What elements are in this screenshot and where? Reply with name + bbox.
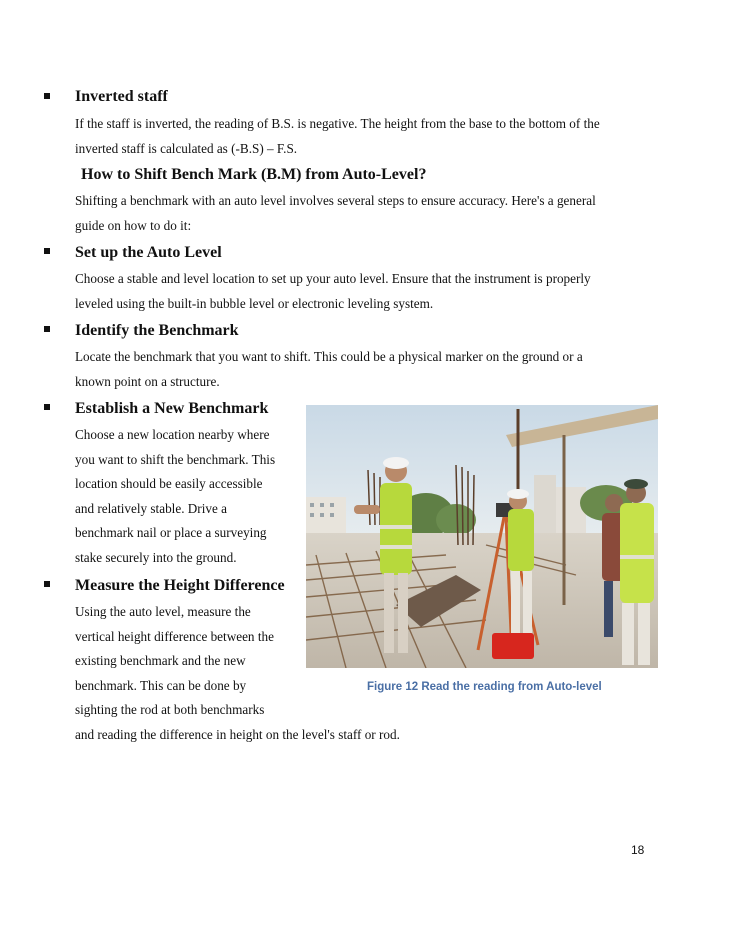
text-line: leveled using the built-in bubble level or electronic leveling system. bbox=[75, 295, 434, 311]
text-line: inverted staff is calculated as (-B.S) – F.S. bbox=[75, 140, 298, 156]
text-line: Using the auto level, measure the bbox=[75, 604, 251, 619]
heading-inverted-staff: Inverted staff bbox=[75, 88, 168, 105]
figure-caption: Figure 12 Read the reading from Auto-level bbox=[367, 681, 602, 693]
text-line: existing benchmark and the new bbox=[75, 653, 246, 668]
bullet-icon bbox=[44, 248, 50, 254]
page-number: 18 bbox=[631, 843, 645, 857]
text-line: known point on a structure. bbox=[75, 373, 220, 389]
text-line: stake securely into the ground. bbox=[75, 549, 237, 565]
text-line: Choose a stable and level location to set up your auto level. Ensure that the instrument is properly bbox=[75, 271, 591, 286]
heading-how-to-shift: How to Shift Bench Mark (B.M) from Auto-Level? bbox=[81, 166, 427, 183]
text-line: benchmark nail or place a surveying bbox=[75, 525, 267, 540]
text-line: and reading the difference in height on the level's staff or rod. bbox=[75, 726, 400, 742]
text-line: Choose a new location nearby where bbox=[75, 427, 270, 442]
paragraph-inverted-staff bbox=[75, 112, 600, 161]
heading-establish-new-benchmark: Establish a New Benchmark bbox=[75, 400, 269, 417]
paragraph-set-up-auto-level bbox=[75, 267, 591, 316]
text-line: guide on how to do it: bbox=[75, 217, 192, 233]
text-line: Locate the benchmark that you want to shift. This could be a physical marker on the ground or a bbox=[75, 349, 583, 364]
bullet-icon bbox=[44, 404, 50, 410]
text-line: location should be easily accessible bbox=[75, 476, 263, 491]
site-photo bbox=[306, 405, 658, 668]
text-line: and relatively stable. Drive a bbox=[75, 500, 227, 516]
text-line: If the staff is inverted, the reading of B.S. is negative. The height from the base to the bottom of the bbox=[75, 116, 600, 131]
text-line: sighting the rod at both benchmarks bbox=[75, 702, 265, 717]
text-line: you want to shift the benchmark. This bbox=[75, 451, 276, 467]
heading-set-up-auto-level: Set up the Auto Level bbox=[75, 244, 222, 261]
paragraph-identify-benchmark bbox=[75, 345, 583, 394]
bullet-icon bbox=[44, 581, 50, 587]
text-line: benchmark. This can be done by bbox=[75, 677, 247, 693]
heading-identify-benchmark: Identify the Benchmark bbox=[75, 322, 239, 339]
paragraph-establish-new-benchmark bbox=[75, 423, 275, 570]
heading-measure-height-difference: Measure the Height Difference bbox=[75, 577, 285, 594]
bullet-icon bbox=[44, 326, 50, 332]
paragraph-how-to-shift bbox=[75, 189, 596, 238]
bullet-icon bbox=[44, 93, 50, 99]
text-line: Shifting a benchmark with an auto level involves several steps to ensure accuracy. Here's a general bbox=[75, 193, 596, 208]
text-line: vertical height difference between the bbox=[75, 628, 274, 644]
